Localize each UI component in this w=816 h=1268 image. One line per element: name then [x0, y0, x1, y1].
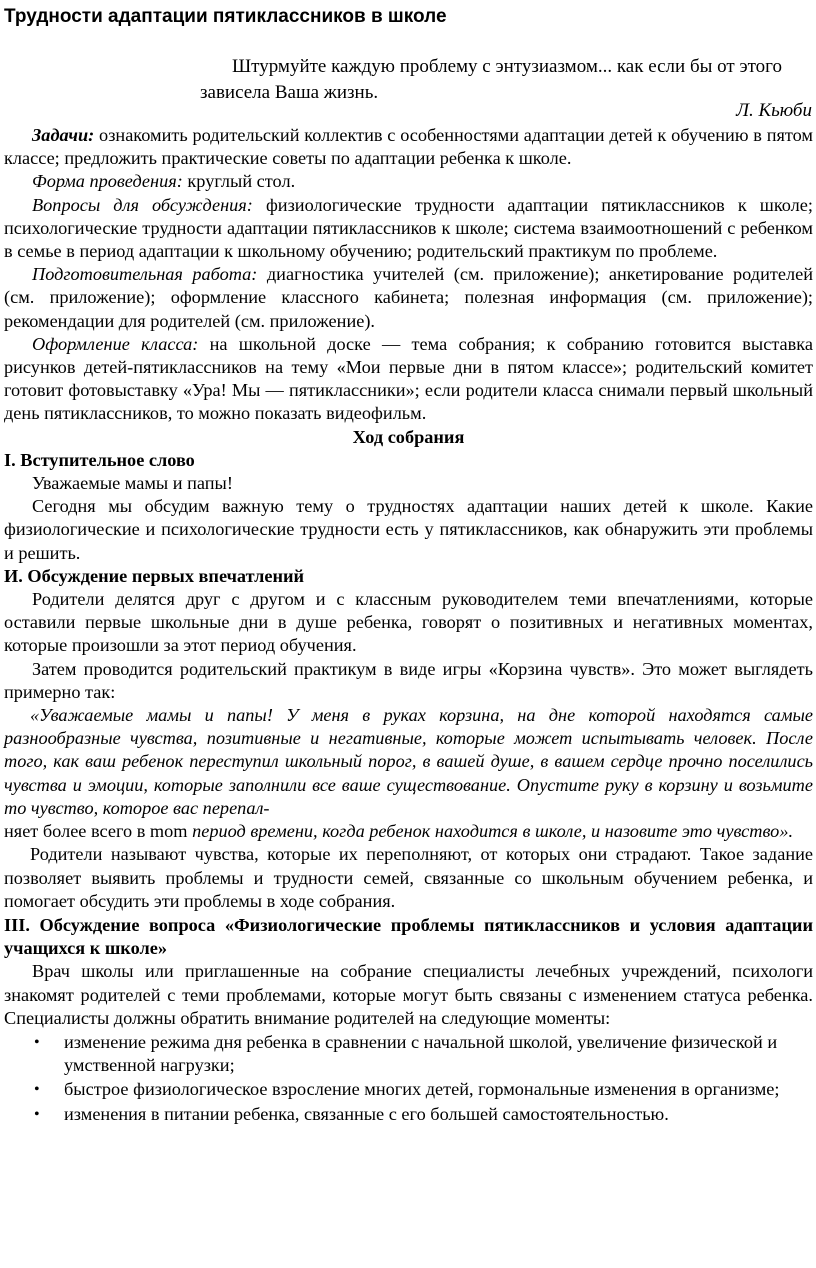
section2-paragraph-3: Родители называют чувства, которые их переполняют, от которых они страдают. Такое задание позволяет выявить проблемы и трудности семей, связанные со школьным обучением ребенка, и помогает обсудить эти проблемы в ходе собрания.: [4, 844, 813, 911]
form-paragraph: [4, 170, 813, 193]
list-item: [4, 1031, 813, 1077]
document-body: [4, 124, 813, 1127]
bullet-icon: •: [34, 1105, 40, 1123]
section3-paragraph: Врач школы или приглашенные на собрание специалисты лечебных учреждений, психологи знакомят родителей с теми проблемами, которые могут быть связаны с изменением статуса ребенка. Специалисты должны обратить внимание родителей на следующие моменты:: [4, 961, 813, 1028]
epigraph-author: Л. Кьюби: [736, 100, 812, 121]
tasks-paragraph: [4, 124, 813, 170]
tasks-label: Задачи:: [32, 125, 95, 145]
form-text: круглый стол.: [182, 171, 296, 192]
list-item-text: изменение режима дня ребенка в сравнении с начальной школой, увеличение физической и умственной нагрузки;: [64, 1031, 778, 1076]
quote-plain: няет более всего в mom: [4, 821, 188, 842]
quote-part-1: «Уважаемые мамы и папы! У меня в руках корзина, на дне которой находятся самые разнообразные чувства, позитивные и негативные, которые может испытывать человек. После того, как ваш ребенок переступил школьный порог, в вашей душе, в вашем сердце прочно поселились чувства и эмоции, которые заполнили все ваше существование. Опустите руку в корзину и возьмите то чувство, которое вас перепал-: [4, 705, 813, 818]
section1-paragraph: Сегодня мы обсудим важную тему о трудностях адаптации наших детей к школе. Какие физиологические и психологические трудности есть у пятиклассников, как обнаружить эти проблемы и решить.: [4, 496, 813, 563]
list-item-text: изменения в питании ребенка, связанные с его большей самостоятельностью.: [64, 1103, 669, 1124]
section1-greeting: Уважаемые мамы и папы!: [32, 473, 233, 494]
form-label: Форма проведения:: [32, 171, 183, 192]
document-title: Трудности адаптации пятиклассников в школе: [4, 6, 447, 27]
list-item: [4, 1103, 813, 1126]
questions-label: Вопросы для обсуждения:: [32, 194, 253, 215]
section3-list: [4, 1031, 813, 1126]
decor-text: на школьной доске — тема собрания; к собранию готовится выставка рисунков детей-пятиклассников на тему «Мои первые дни в пятом классе»; родительский комитет готовит фотовыставку «Ура! Мы — пятиклассники»; если родители класса снимали первый школьный день пятиклассников, то можно показать видеофильм.: [4, 333, 813, 424]
decor-label: Оформление класса:: [32, 333, 199, 354]
section2-paragraph-2: Затем проводится родительский практикум в виде игры «Корзина чувств». Это может выглядеть примерно так:: [4, 658, 813, 702]
section2-quote: [4, 704, 813, 843]
quote-part-2: период времени, когда ребенок находится в школе, и назовите это чувство».: [187, 821, 794, 842]
section2-heading: И. Обсуждение первых впечатлений: [4, 565, 305, 586]
prep-paragraph: [4, 263, 813, 333]
section1-heading: I. Вступительное слово: [4, 449, 195, 470]
section2-paragraph-1: Родители делятся друг с другом и с классным руководителем теми впечатлениями, которые оставили первые школьные дни в душе ребенка, говорят о позитивных и негативных моментах, которые произошли за этот период обучения.: [4, 589, 813, 656]
decor-paragraph: [4, 333, 813, 426]
epigraph-quote: Штурмуйте каждую проблему с энтузиазмом... как если бы от этого зависела Ваша жизнь.: [200, 56, 782, 103]
prep-text: диагностика учителей (см. приложение); анкетирование родителей (см. приложение); оформление классного кабинета; полезная информация (см. приложение); рекомендации для родителей (см. приложение).: [4, 264, 813, 331]
bullet-icon: •: [34, 1033, 40, 1051]
tasks-text: ознакомить родительский коллектив с особенностями адаптации детей к обучению в пятом классе; предложить практические советы по адаптации ребенка к школе.: [4, 125, 813, 169]
questions-paragraph: [4, 194, 813, 264]
section3-heading: III. Обсуждение вопроса «Физиологические проблемы пятиклассников и условия адаптации учащихся к школе»: [4, 914, 813, 959]
list-item-text: быстрое физиологическое взросление многих детей, гормональные изменения в организме;: [64, 1079, 780, 1100]
meeting-title: Ход собрания: [352, 426, 465, 447]
list-item: [4, 1078, 813, 1101]
questions-text: физиологические трудности адаптации пятиклассников к школе; психологические трудности адаптации пятиклассников к школе; система взаимоотношений с ребенком в семье в период адаптации к школьному обучению; родительский практикум по проблеме.: [4, 194, 813, 262]
prep-label: Подготовительная работа:: [32, 264, 258, 285]
bullet-icon: •: [34, 1081, 40, 1099]
